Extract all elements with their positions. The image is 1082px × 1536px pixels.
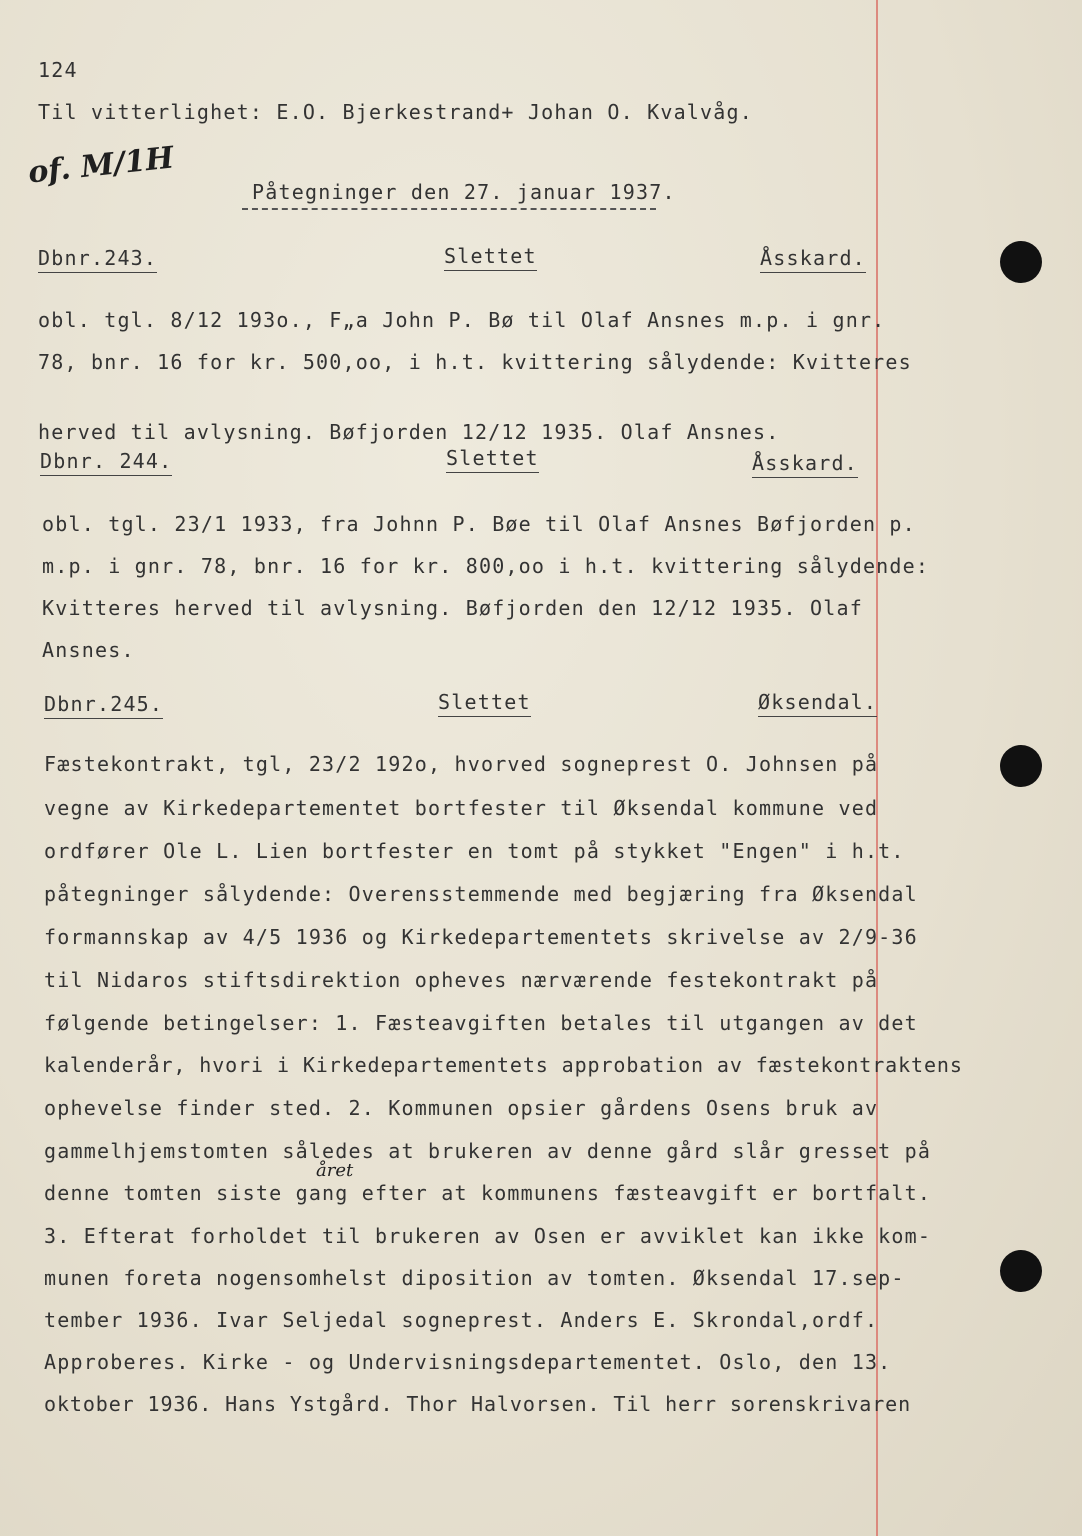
entry-245-line-9: ophevelse finder sted. 2. Kommunen opsier gårdens Osens bruk av bbox=[44, 1096, 879, 1120]
entry-245-line-15: Approberes. Kirke - og Undervisningsdepartementet. Oslo, den 13. bbox=[44, 1350, 892, 1374]
page-heading: Påtegninger den 27. januar 1937. bbox=[252, 180, 676, 204]
entry-244-place: Åsskard. bbox=[752, 451, 858, 478]
entry-244-line-2: m.p. i gnr. 78, bnr. 16 for kr. 800,oo i h.t. kvittering sålydende: bbox=[42, 554, 930, 578]
entry-245-line-8: kalenderår, hvori i Kirkedepartementets approbation av fæstekontraktens bbox=[44, 1053, 963, 1077]
entry-244-line-3: Kvitteres herved til avlysning. Bøfjorden den 12/12 1935. Olaf bbox=[42, 596, 863, 620]
entry-244-line-4: Ansnes. bbox=[42, 638, 135, 662]
entry-245-line-1: Fæstekontrakt, tgl, 23/2 192o, hvorved sogneprest O. Johnsen på bbox=[44, 752, 879, 776]
entry-244-status: Slettet bbox=[446, 446, 539, 473]
handwritten-insert: året bbox=[316, 1160, 354, 1181]
entry-243-status: Slettet bbox=[444, 244, 537, 271]
entry-243-place: Åsskard. bbox=[760, 246, 866, 273]
entry-243-line-1: obl. tgl. 8/12 193o., F„a John P. Bø til Olaf Ansnes m.p. i gnr. bbox=[38, 308, 886, 332]
entry-245-dbnr: Dbnr.245. bbox=[44, 692, 163, 719]
punch-hole-middle bbox=[1000, 745, 1042, 787]
entry-245-line-5: formannskap av 4/5 1936 og Kirkedepartementets skrivelse av 2/9-36 bbox=[44, 925, 918, 949]
entry-245-status: Slettet bbox=[438, 690, 531, 717]
page-number: 124 bbox=[38, 58, 78, 82]
entry-245-line-6: til Nidaros stiftsdirektion opheves nærværende festekontrakt på bbox=[44, 968, 879, 992]
entry-245-line-14: tember 1936. Ivar Seljedal sogneprest. Anders E. Skrondal,ordf. bbox=[44, 1308, 879, 1332]
margin-note: of. M/1H bbox=[26, 140, 176, 191]
entry-245-line-16: oktober 1936. Hans Ystgård. Thor Halvorsen. Til herr sorenskrivaren bbox=[44, 1392, 912, 1416]
entry-245-line-12: 3. Efterat forholdet til brukeren av Osen er avviklet kan ikke kom- bbox=[44, 1224, 932, 1248]
entry-245-place: Øksendal. bbox=[758, 690, 877, 717]
entry-243-line-3: herved til avlysning. Bøfjorden 12/12 1935. Olaf Ansnes. bbox=[38, 420, 780, 444]
entry-245-line-11: denne tomten siste gang efter at kommunens fæsteavgift er bortfalt. bbox=[44, 1181, 932, 1205]
heading-dashed-rule bbox=[242, 208, 656, 210]
entry-245-line-13: munen foreta nogensomhelst diposition av tomten. Øksendal 17.sep- bbox=[44, 1266, 905, 1290]
entry-243-dbnr: Dbnr.243. bbox=[38, 246, 157, 273]
entry-245-line-2: vegne av Kirkedepartementet bortfester til Øksendal kommune ved bbox=[44, 796, 879, 820]
entry-245-line-4: påtegninger sålydende: Overensstemmende med begjæring fra Øksendal bbox=[44, 882, 918, 906]
entry-245-line-3: ordfører Ole L. Lien bortfester en tomt på stykket "Engen" i h.t. bbox=[44, 839, 905, 863]
punch-hole-top bbox=[1000, 241, 1042, 283]
punch-hole-bottom bbox=[1000, 1250, 1042, 1292]
entry-245-line-7: følgende betingelser: 1. Fæsteavgiften betales til utgangen av det bbox=[44, 1011, 918, 1035]
entry-245-line-10: gammelhjemstomten således at brukeren av denne gård slår gresset på bbox=[44, 1139, 932, 1163]
witness-line: Til vitterlighet: E.O. Bjerkestrand+ Johan O. Kvalvåg. bbox=[38, 100, 754, 124]
entry-243-line-2: 78, bnr. 16 for kr. 500,oo, i h.t. kvittering sålydende: Kvitteres bbox=[38, 350, 912, 374]
entry-244-line-1: obl. tgl. 23/1 1933, fra Johnn P. Bøe til Olaf Ansnes Bøfjorden p. bbox=[42, 512, 916, 536]
entry-244-dbnr: Dbnr. 244. bbox=[40, 449, 172, 476]
